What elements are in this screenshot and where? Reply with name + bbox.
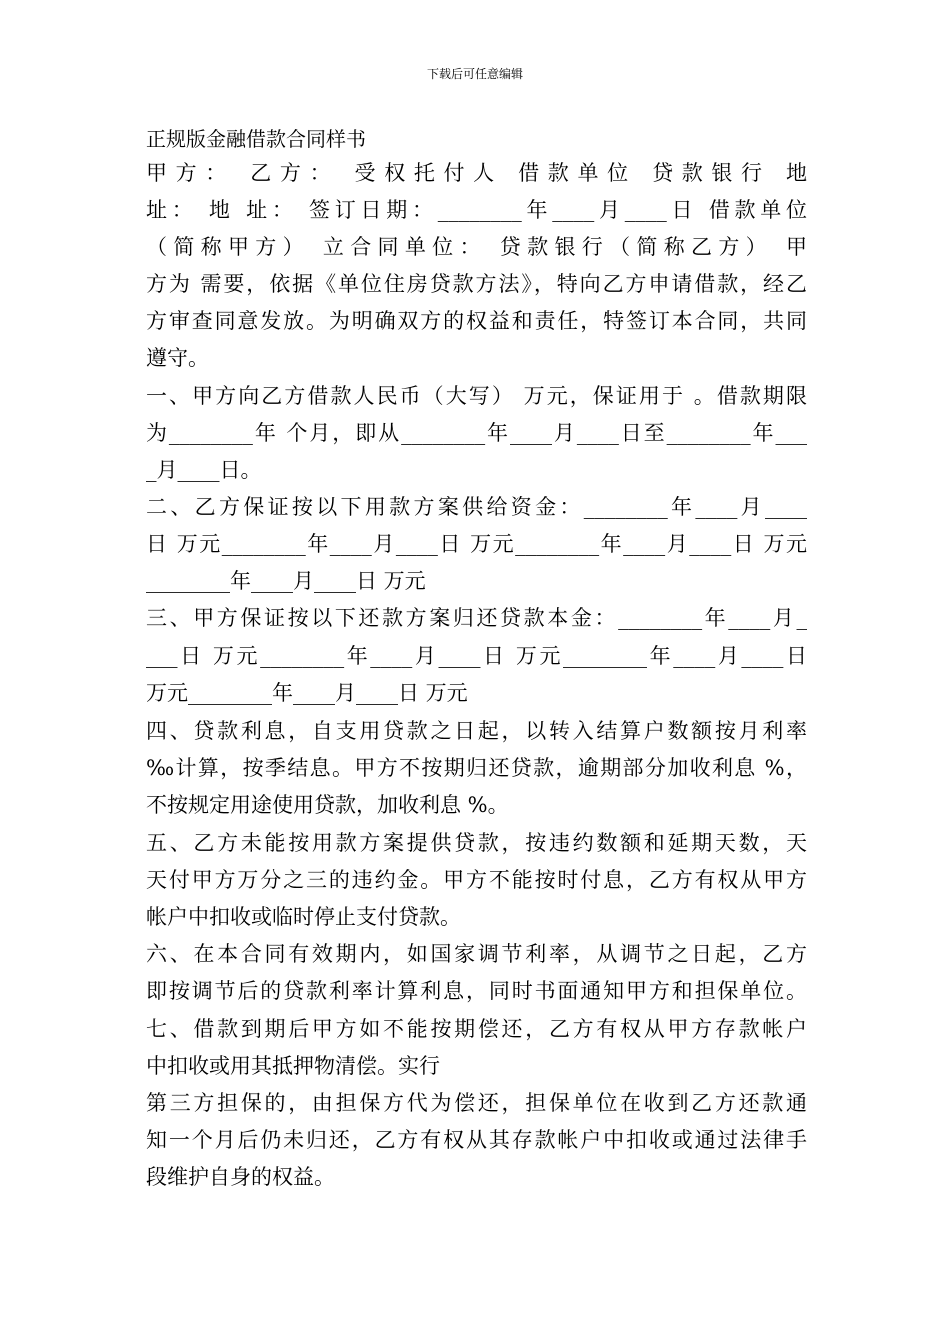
body-line: ___日 万元________年____月____日 万元________年____月____日 bbox=[146, 644, 807, 668]
body-line: 六、在本合同有效期内，如国家调节利率，从调节之日起，乙方 bbox=[146, 942, 807, 966]
body-line: 段维护自身的权益。 bbox=[146, 1165, 335, 1189]
body-line: 帐户中扣收或临时停止支付贷款。 bbox=[146, 905, 461, 929]
body-line: 中扣收或用其抵押物清偿。实行 bbox=[146, 1054, 440, 1078]
body-line: 方审查同意发放。为明确双方的权益和责任，特签订本合同，共同 bbox=[146, 309, 807, 333]
body-line: 二、乙方保证按以下用款方案供给资金：________年____月____ bbox=[146, 495, 807, 519]
body-line: 三、甲方保证按以下还款方案归还贷款本金：________年____月_ bbox=[146, 606, 807, 630]
body-line: 五、乙方未能按用款方案提供贷款，按违约数额和延期天数，天 bbox=[146, 831, 807, 855]
body-line: 万元________年____月____日 万元 bbox=[146, 681, 468, 705]
body-line: （简称甲方） 立合同单位： 贷款银行（简称乙方） 甲 bbox=[146, 235, 807, 259]
body-line: 日 万元________年____月____日 万元________年____月____日 万元 bbox=[146, 532, 807, 556]
body-line: 不按规定用途使用贷款，加收利息 %。 bbox=[146, 793, 509, 817]
body-line: 即按调节后的贷款利率计算利息，同时书面通知甲方和担保单位。 bbox=[146, 979, 807, 1003]
body-line: 知一个月后仍未归还，乙方有权从其存款帐户中扣收或通过法律手 bbox=[146, 1128, 807, 1152]
body-line: 方为 需要，依据《单位住房贷款方法》，特向乙方申请借款，经乙 bbox=[146, 272, 807, 296]
body-line: 四、贷款利息，自支用贷款之日起，以转入结算户数额按月利率 bbox=[146, 719, 807, 743]
document-title: 正规版金融借款合同样书 bbox=[146, 127, 366, 151]
body-line: 天付甲方万分之三的违约金。甲方不能按时付息，乙方有权从甲方 bbox=[146, 868, 807, 892]
body-line: _月____日。 bbox=[146, 458, 262, 482]
body-line: 第三方担保的，由担保方代为偿还，担保单位在收到乙方还款通 bbox=[146, 1091, 807, 1115]
body-line: 一、甲方向乙方借款人民币（大写） 万元，保证用于 。借款期限 bbox=[146, 384, 807, 408]
body-line: 址： 地 址： 签订日期：________年____月____日 借款单位 bbox=[146, 198, 807, 222]
page-header-note: 下载后可任意编辑 bbox=[426, 67, 523, 81]
body-line: 遵守。 bbox=[146, 346, 209, 370]
body-line: 为________年 个月，即从________年____月____日至________年___ bbox=[146, 421, 807, 445]
body-line: ‰计算，按季结息。甲方不按期归还贷款，逾期部分加收利息 %， bbox=[146, 756, 807, 780]
body-line: ________年____月____日 万元 bbox=[146, 569, 426, 593]
body-line: 甲方： 乙方： 受权托付人 借款单位 贷款银行 地 bbox=[146, 161, 807, 185]
body-line: 七、借款到期后甲方如不能按期偿还，乙方有权从甲方存款帐户 bbox=[146, 1017, 807, 1041]
